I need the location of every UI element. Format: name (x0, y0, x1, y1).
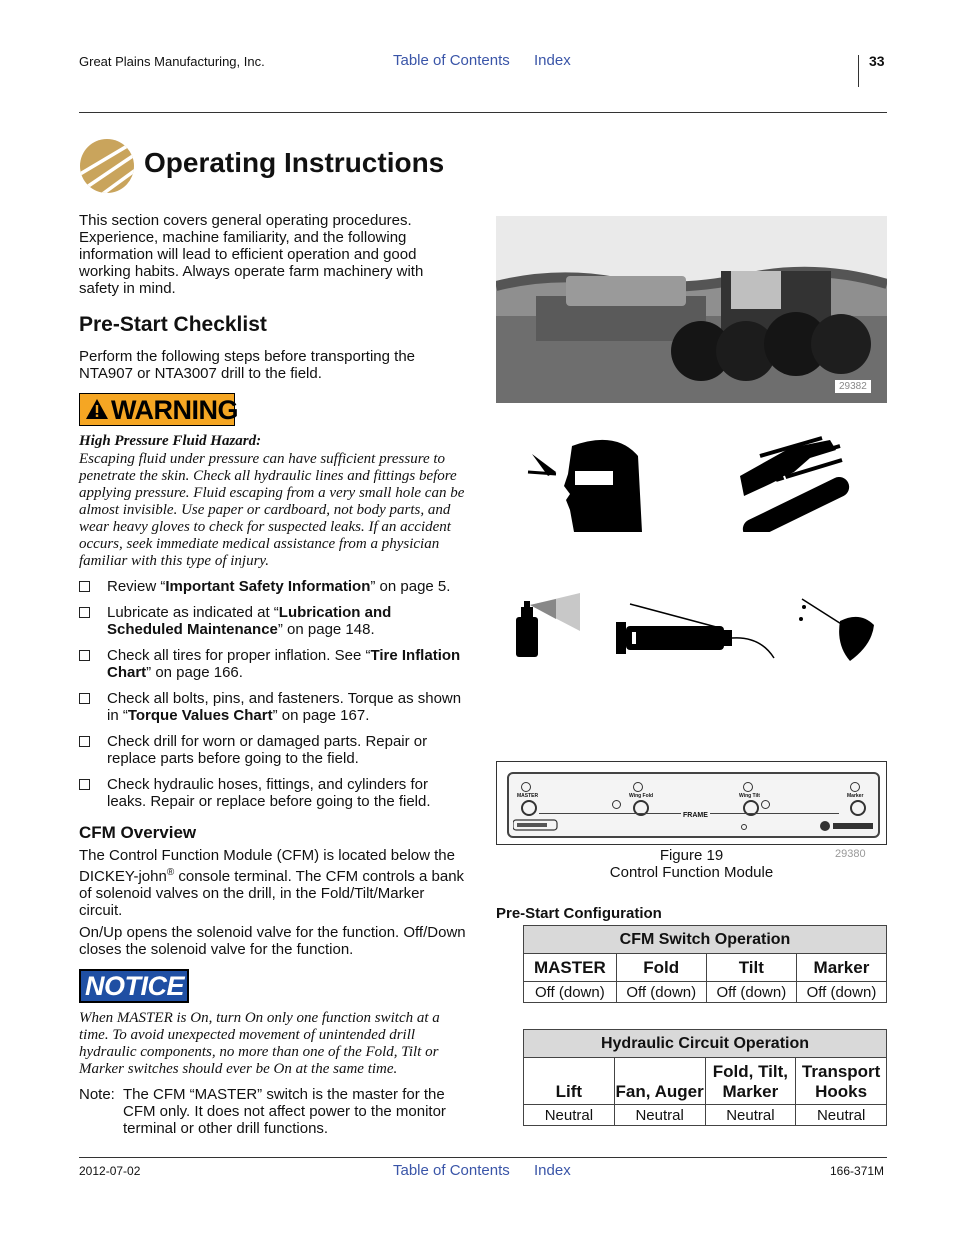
table-cell: Off (down) (796, 982, 886, 1003)
led-indicator (633, 782, 643, 792)
module-panel (507, 772, 880, 838)
marker-switch[interactable] (850, 800, 866, 816)
checkbox-icon (79, 736, 90, 747)
table-cell: Neutral (705, 1105, 796, 1126)
checklist-item: Check drill for worn or damaged parts. Repair or replace parts before going to the field. (79, 733, 469, 767)
table-header: Fan, Auger (614, 1058, 705, 1105)
header-index-link[interactable]: Index (534, 52, 571, 69)
table-header: Lift (524, 1058, 615, 1105)
eye-injection-hazard-icon (526, 436, 646, 532)
warning-text: Escaping fluid under pressure can have sufficient pressure to penetrate the skin. Check all hydraulic lines and fittings before applying pressure. Fluid escaping from a very small hole can be almost invisible. Use paper or cardboard, not body parts, and wear heavy gloves to check for suspected leaks. If an accident occurs, seek immediate medical assistance from a physician familiar with this type of injury. (79, 451, 465, 569)
table-header: Fold (616, 954, 706, 982)
led-indicator (741, 824, 747, 830)
table-cell: Off (down) (616, 982, 706, 1003)
grease-gun-icon (610, 600, 780, 660)
header-toc-link[interactable]: Table of Contents (393, 52, 510, 69)
note-label: Note: (79, 1086, 115, 1103)
table-header: Tilt (706, 954, 796, 982)
photo-id: 29382 (835, 380, 871, 393)
tractor-drill-illustration (496, 216, 887, 403)
led-indicator (743, 782, 753, 792)
company-logo-icon (79, 137, 135, 195)
figure-caption (496, 847, 887, 881)
prestart-heading: Pre-Start Checklist (79, 313, 267, 336)
table-cell: Neutral (524, 1105, 615, 1126)
control-function-module-figure (496, 761, 887, 845)
table-caption: CFM Switch Operation (524, 926, 887, 954)
cfm-heading: CFM Overview (79, 823, 197, 842)
notice-badge (79, 969, 189, 1003)
table-cell: Neutral (796, 1105, 887, 1126)
footer-doc-number: 166-371M (830, 1164, 885, 1178)
module-label-master: MASTER (517, 793, 539, 799)
figure-number: Figure 19 (659, 847, 724, 864)
cfm-switch-table (523, 925, 887, 1003)
header-rule (79, 112, 887, 113)
checklist-item: Check all bolts, pins, and fasteners. Torque as shown in “Torque Values Chart” on page 167. (79, 690, 469, 724)
module-label-wing-tilt: Wing Tilt (739, 793, 760, 799)
figure-title: Control Function Module (609, 864, 774, 881)
module-label-marker: Marker (847, 793, 864, 799)
footer-rule (79, 1157, 887, 1158)
cfm-paragraph-1: The Control Function Module (CFM) is located below the DICKEY-john® console terminal. The CFM controls a bank of solenoid valves on the drill, in the Fold/Tilt/Marker circuit. (79, 847, 465, 919)
footer-index-link[interactable]: Index (534, 1162, 571, 1179)
master-switch[interactable] (521, 800, 537, 816)
led-indicator (612, 800, 621, 809)
table-cell: Off (down) (706, 982, 796, 1003)
page-number: 33 (869, 53, 885, 69)
hand-injection-hazard-icon (730, 436, 870, 532)
checklist-item: Check all tires for proper inflation. See “Tire Inflation Chart” on page 166. (79, 647, 469, 681)
led-indicator (850, 782, 860, 792)
footer-toc-link[interactable]: Table of Contents (393, 1162, 510, 1179)
note-text: The CFM “MASTER” switch is the master for the CFM only. It does not affect power to the monitor terminal or other drill functions. (123, 1086, 446, 1137)
cfm-paragraph-2: On/Up opens the solenoid valve for the function. Off/Down closes the solenoid valve for the function. (79, 924, 466, 958)
led-indicator (761, 800, 770, 809)
spray-can-icon (514, 593, 584, 659)
checkbox-icon (79, 779, 90, 790)
table-row (524, 1105, 887, 1126)
warning-label: WARNING (111, 395, 238, 425)
table-cell: Neutral (614, 1105, 705, 1126)
checkbox-icon (79, 581, 90, 592)
oil-can-icon (796, 593, 878, 663)
table-caption: Hydraulic Circuit Operation (524, 1030, 887, 1058)
warning-badge (79, 393, 238, 426)
notice-text: When MASTER is On, turn On only one function switch at a time. To avoid unexpected movement of unintended drill hydraulic components, no more than one of the Fold, Tilt or Marker switches should ever be On at the same time. (79, 1010, 440, 1077)
table-row (524, 982, 887, 1003)
tractor-drill-photo (496, 216, 887, 403)
prestart-text: Perform the following steps before transporting the NTA907 or NTA3007 drill to the field. (79, 348, 416, 382)
module-figure-id: 29380 (835, 848, 866, 860)
notice-label: NOTICE (85, 971, 185, 1001)
header-company: Great Plains Manufacturing, Inc. (79, 54, 265, 69)
intellag-logo-icon (513, 818, 563, 832)
table-header: Marker (796, 954, 886, 982)
dickey-john-logo-icon (819, 820, 875, 832)
checkbox-icon (79, 693, 90, 704)
warning-title: High Pressure Fluid Hazard: (79, 433, 262, 449)
checklist-item: Lubricate as indicated at “Lubrication and Scheduled Maintenance” on page 148. (79, 604, 469, 638)
hydraulic-circuit-table (523, 1029, 887, 1126)
checkbox-icon (79, 650, 90, 661)
table-header: MASTER (524, 954, 617, 982)
module-frame-label: FRAME (683, 812, 708, 819)
footer-date: 2012-07-02 (79, 1164, 141, 1178)
page-title: Operating Instructions (144, 147, 445, 178)
checklist-item: Review “Important Safety Information” on page 5. (79, 578, 469, 595)
module-label-wing-fold: Wing Fold (629, 793, 654, 799)
checkbox-icon (79, 607, 90, 618)
table-header: Fold, Tilt, Marker (705, 1058, 796, 1105)
table-header: Transport Hooks (796, 1058, 887, 1105)
table-cell: Off (down) (524, 982, 617, 1003)
header-divider (858, 55, 859, 87)
led-indicator (521, 782, 531, 792)
warning-triangle-icon (85, 398, 109, 420)
checklist-item: Check hydraulic hoses, fittings, and cylinders for leaks. Repair or replace before going to the field. (79, 776, 469, 810)
config-heading: Pre-Start Configuration (496, 905, 662, 922)
intro-text: This section covers general operating procedures. Experience, machine familiarity, and the following information will lead to efficient operation and good working habits. Always operate farm machinery with safety in mind. (79, 212, 424, 297)
